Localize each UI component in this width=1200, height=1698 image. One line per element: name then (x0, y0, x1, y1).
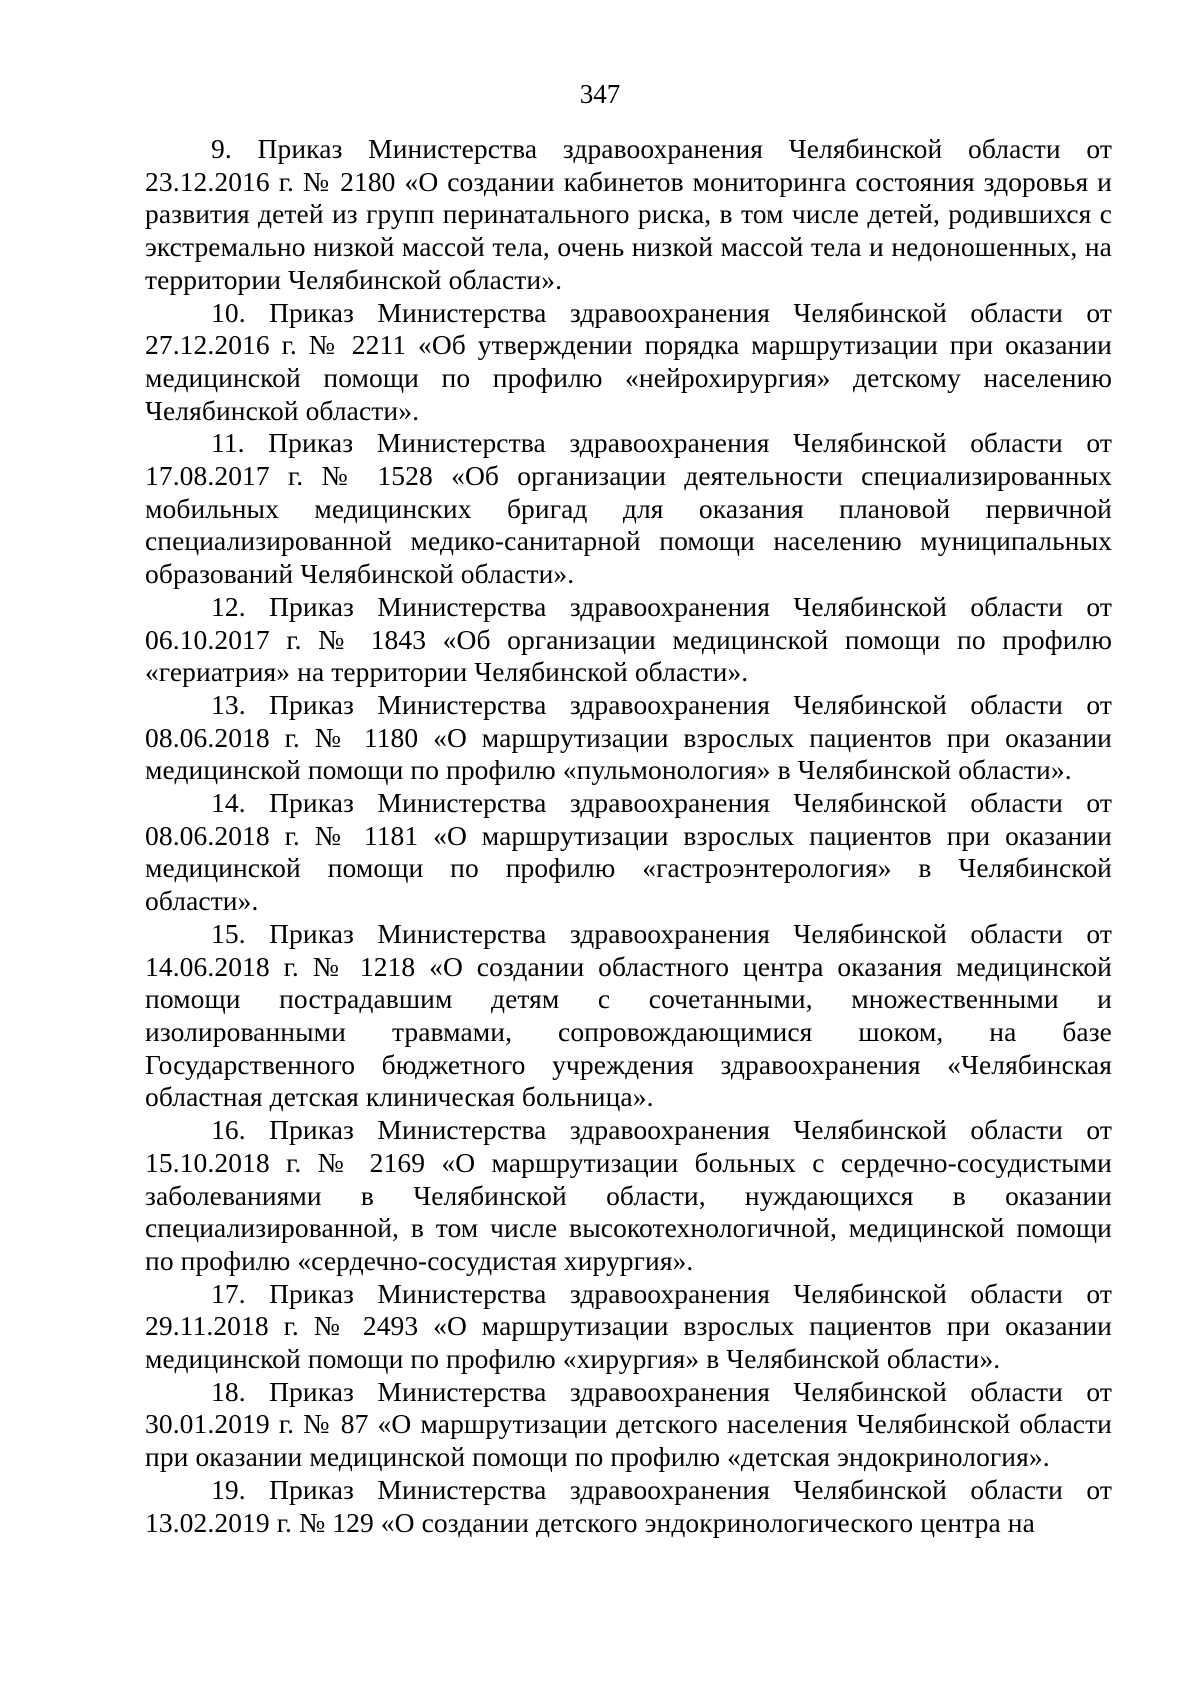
document-body (145, 133, 1112, 1539)
list-item-16: 16. Приказ Министерства здравоохранения Челябинской области от 15.10.2018 г. № 2169 «О маршрутизации больных с сердечно-сосудистыми заболеваниями в Челябинской области, нуждающихся в оказании специализированной, в том числе высокотехнологичной, медицинской помощи по профилю «сердечно-сосудистая хирургия». (145, 1114, 1112, 1276)
list-item-13: 13. Приказ Министерства здравоохранения Челябинской области от 08.06.2018 г. № 1180 «О маршрутизации взрослых пациентов при оказании медицинской помощи по профилю «пульмонология» в Челябинской области». (145, 688, 1112, 786)
list-item-17: 17. Приказ Министерства здравоохранения Челябинской области от 29.11.2018 г. № 2493 «О маршрутизации взрослых пациентов при оказании медицинской помощи по профилю «хирургия» в Челябинской области». (145, 1277, 1112, 1375)
list-item-15: 15. Приказ Министерства здравоохранения Челябинской области от 14.06.2018 г. № 1218 «О создании областного центра оказания медицинской помощи пострадавшим детям с сочетанными, множественными и изолированными травмами, сопровождающимися шоком, на базе Государственного бюджетного учреждения здравоохранения «Челябинская областная детская клиническая больница». (145, 917, 1112, 1113)
list-item-11: 11. Приказ Министерства здравоохранения Челябинской области от 17.08.2017 г. № 1528 «Об организации деятельности специализированных мобильных медицинских бригад для оказания плановой первичной специализированной медико-санитарной помощи населению муниципальных образований Челябинской области». (145, 427, 1112, 590)
list-item-18: 18. Приказ Министерства здравоохранения Челябинской области от 30.01.2019 г. № 87 «О маршрутизации детского населения Челябинской области при оказании медицинской помощи по профилю «детская эндокринология». (145, 1375, 1112, 1473)
list-item-19: 19. Приказ Министерства здравоохранения Челябинской области от 13.02.2019 г. № 129 «О создании детского эндокринологического центра на (145, 1473, 1112, 1538)
list-item-9: 9. Приказ Министерства здравоохранения Челябинской области от 23.12.2016 г. № 2180 «О создании кабинетов мониторинга состояния здоровья и развития детей из групп перинатального риска, в том числе детей, родившихся с экстремально низкой массой тела, очень низкой массой тела и недоношенных, на территории Челябинской области». (145, 133, 1112, 295)
list-item-12: 12. Приказ Министерства здравоохранения Челябинской области от 06.10.2017 г. № 1843 «Об организации медицинской помощи по профилю «гериатрия» на территории Челябинской области». (145, 590, 1112, 688)
list-item-10: 10. Приказ Министерства здравоохранения Челябинской области от 27.12.2016 г. № 2211 «Об утверждении порядка маршрутизации при оказании медицинской помощи по профилю «нейрохирургия» детскому населению Челябинской области». (145, 296, 1112, 426)
list-item-14: 14. Приказ Министерства здравоохранения Челябинской области от 08.06.2018 г. № 1181 «О маршрутизации взрослых пациентов при оказании медицинской помощи по профилю «гастроэнтерология» в Челябинской области». (145, 787, 1112, 917)
page-number: 347 (579, 79, 621, 109)
